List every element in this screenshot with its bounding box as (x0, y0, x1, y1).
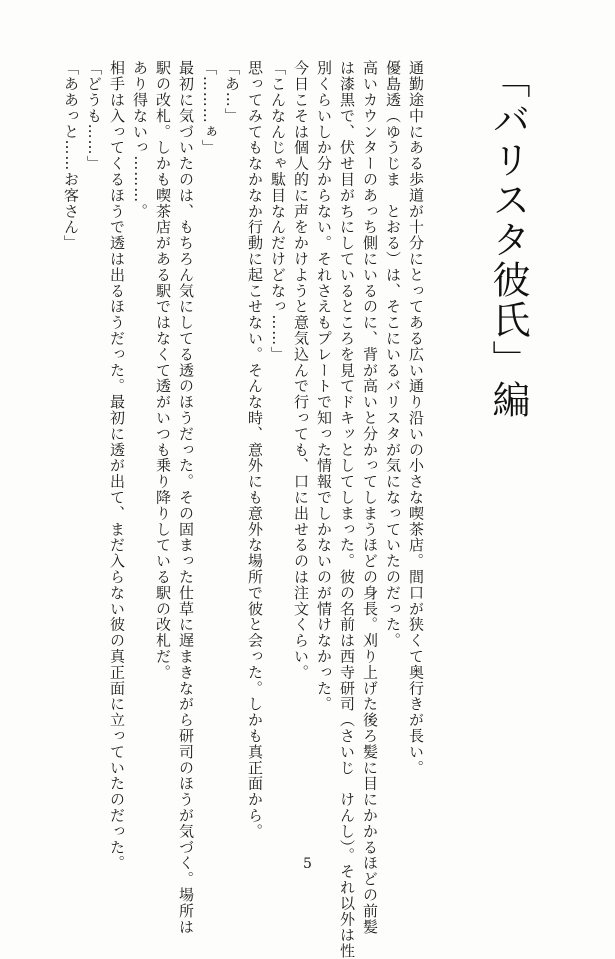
paragraph: 「ああっと……お客さん」 (62, 60, 80, 251)
paragraph: 最初に気づいたのは、もちろん気にしてる透のほうだった。その固まった仕草に遅まきながら研司のほうが気づく。場所は (177, 60, 195, 935)
paragraph: 今日こそは個人的に声をかけようと意気込んで行っても、口に出せるのは注文くらい。 (292, 60, 310, 681)
paragraph: 「あ…」 (223, 60, 241, 124)
paragraph: あり得ないっ………。 (131, 60, 149, 219)
paragraph: 高いカウンターのあっち側にいるのに、背が高いと分かってしまうほどの身長。刈り上げた後ろ髪に目にかかるほどの前髪 (361, 60, 379, 935)
paragraph: 思ってみてもなかなか行動に起こせない。そんな時、意外にも意外な場所で彼と会った。しかも真正面から。 (246, 60, 264, 840)
body-text (59, 60, 427, 959)
page-number: 5 (303, 856, 312, 872)
paragraph: 駅の改札。しかも喫茶店がある駅ではなくて透がいつも乗り降りしている駅の改札だ。 (154, 60, 172, 681)
paragraph: 「………ぁ」 (200, 60, 218, 156)
paragraph: 相手は入ってくるほうで透は出るほうだった。最初に透が出て、まだ入らない彼の真正面に立っていたのだった。 (108, 60, 126, 871)
chapter-title: 「バリスタ彼氏」編 (486, 60, 530, 420)
paragraph: 「こんなんじゃ駄目なんだけどなっ……」 (269, 60, 287, 363)
paragraph: 通勤途中にある歩道が十分にとってある広い通り沿いの小さな喫茶店。間口が狭くて奥行きが長い。 (407, 60, 425, 776)
paragraph: は漆黒で、伏せ目がちにしているところを見てドキッとしてしまった。彼の名前は西寺研司（さいじ けんし）。それ以外は性 (338, 60, 356, 959)
paragraph: 「どうも……」 (85, 60, 103, 172)
paragraph: 優島透（ゆうじま とおる）は、そこにいるバリスタが気になっていたのだった。 (384, 60, 402, 649)
paragraph: 別くらいしか分からない。それさえもプレートで知った情報でしかないのが情けなかった。 (315, 60, 333, 712)
